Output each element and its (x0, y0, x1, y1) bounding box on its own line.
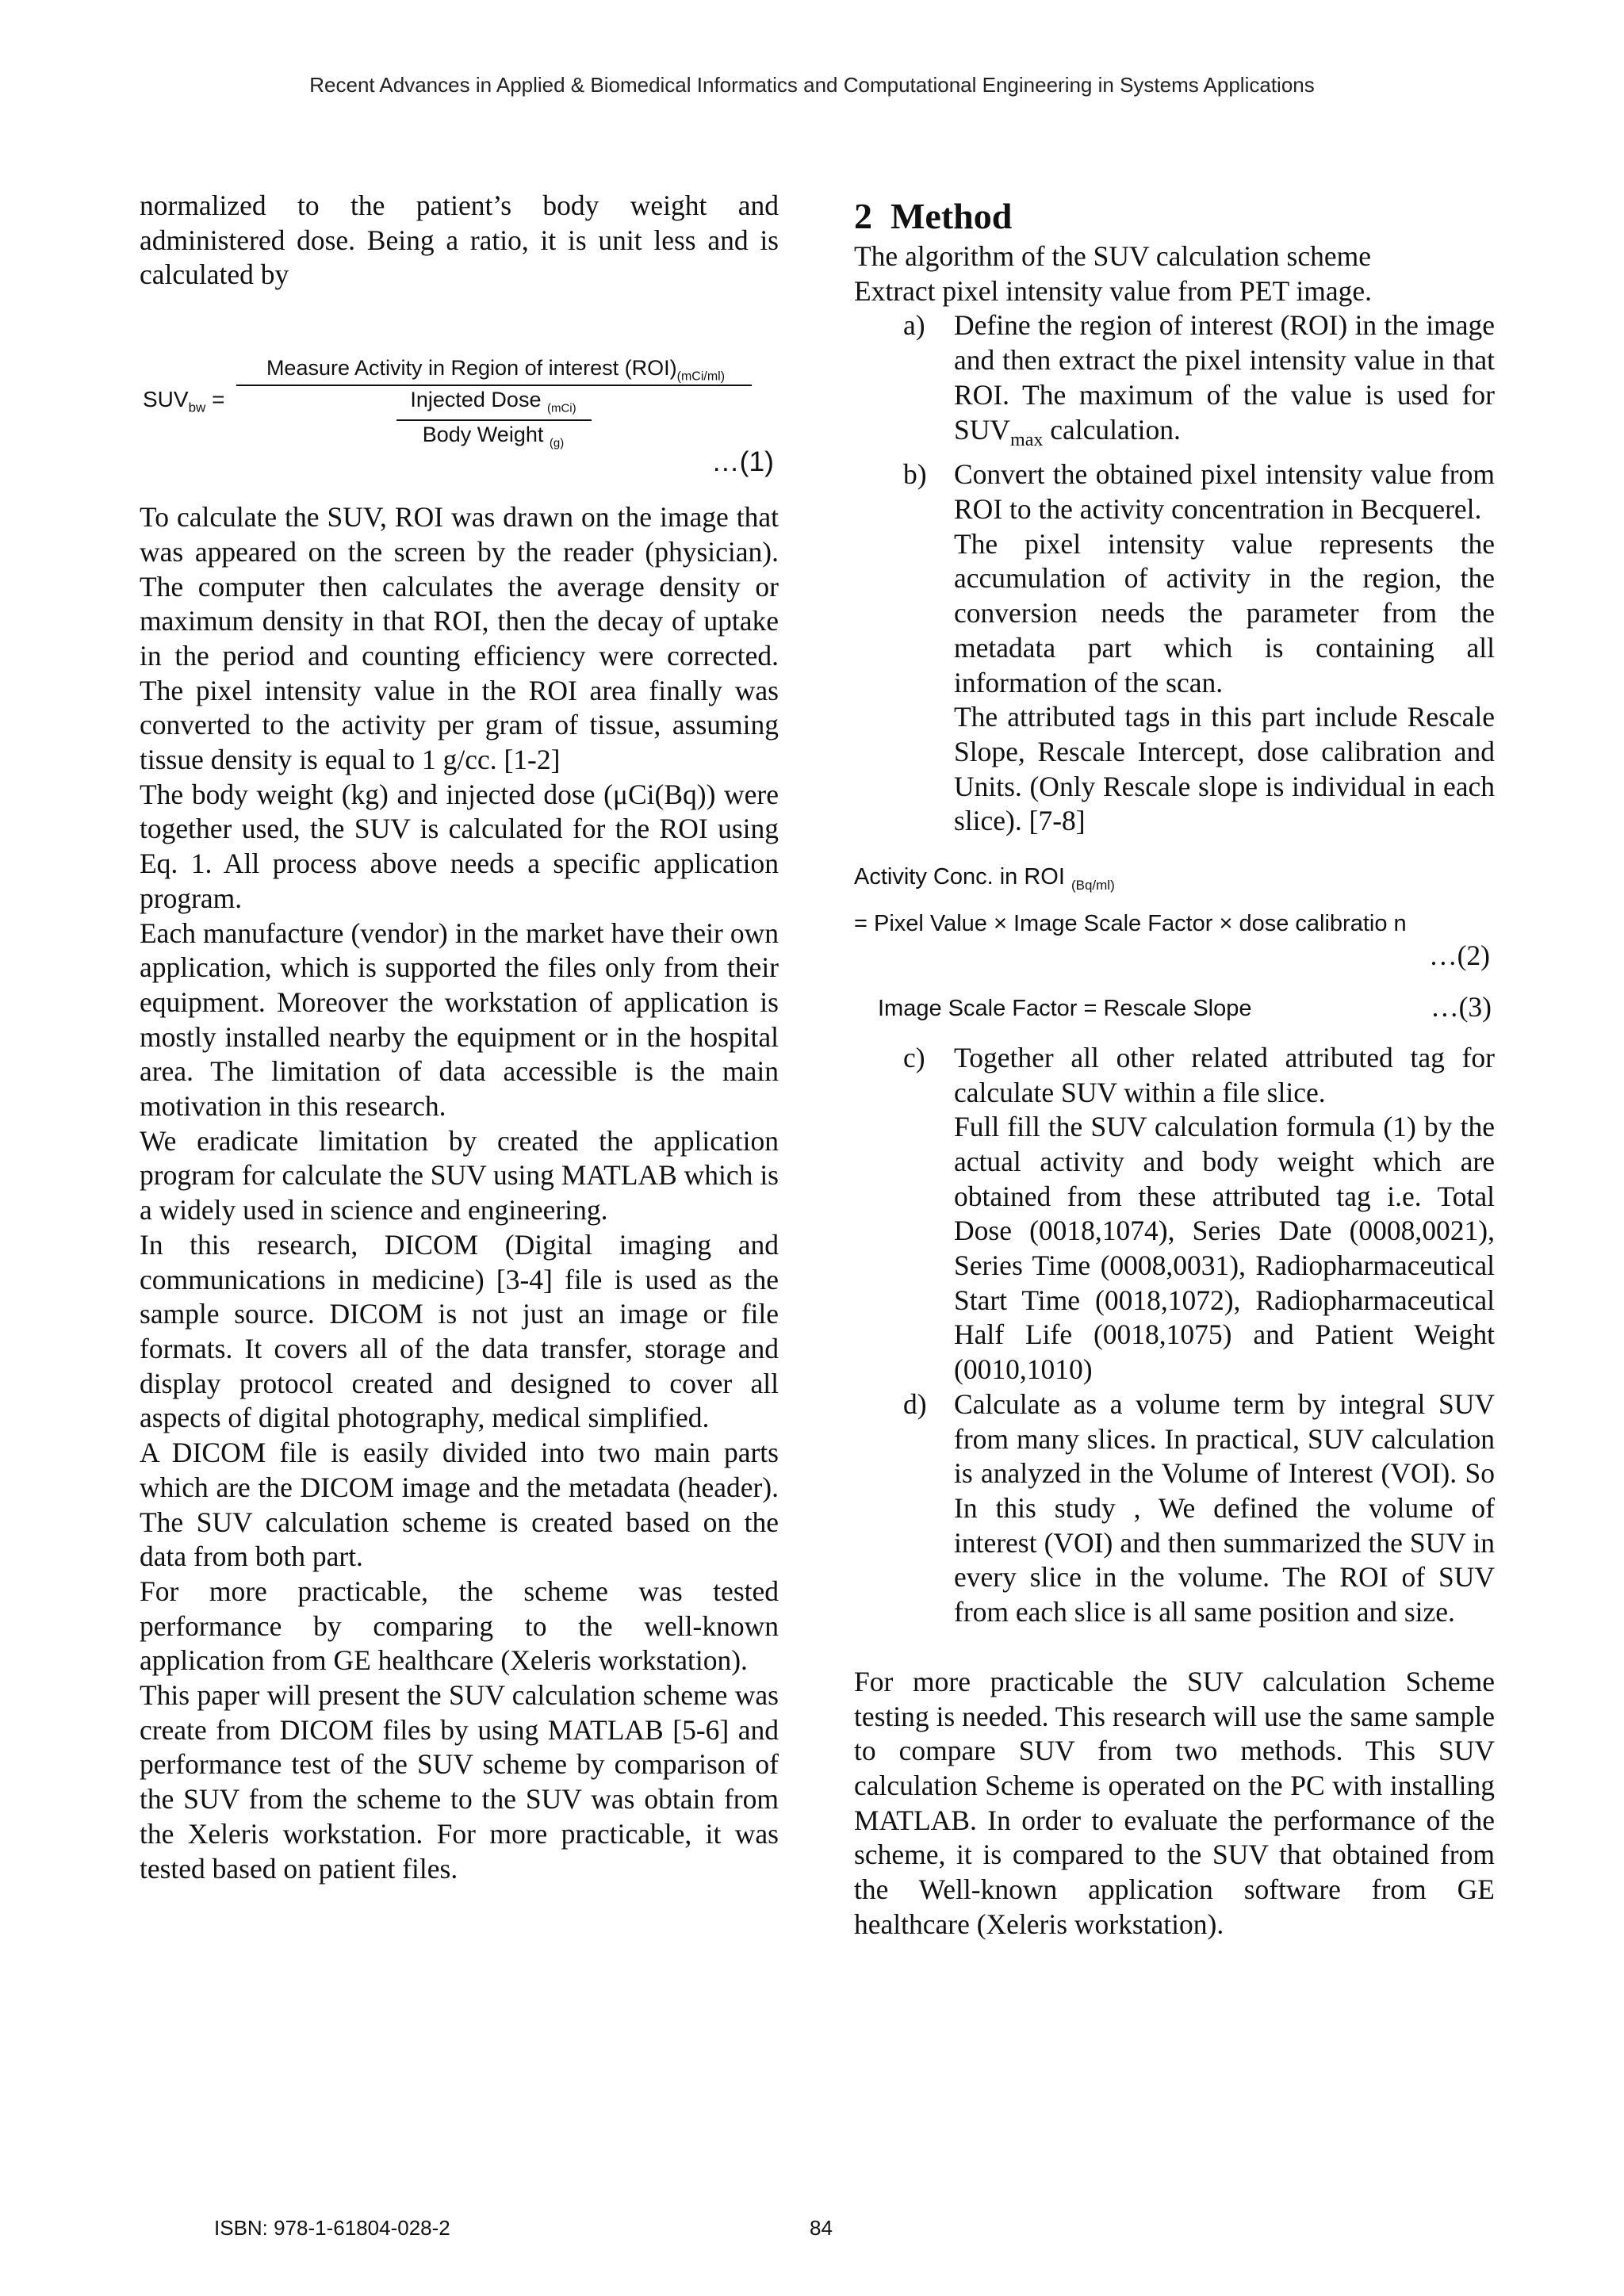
list-item-text: Define the region of interest (ROI) in the image and then extract the pixel intensity value in that ROI. The maximum of the value is used for $SUV_{max}$ calculation. (954, 309, 1495, 450)
right-column (854, 189, 1495, 1942)
list-marker: b) (903, 458, 927, 491)
list-marker: a) (903, 309, 925, 342)
equation-3 (854, 978, 1495, 1041)
eq1-denominator-bottom: Body Weight $_{(g)}$ (422, 423, 565, 450)
list-item-text: Convert the obtained pixel intensity value from ROI to the activity concentration in Becquerel. (954, 458, 1495, 526)
list-item-d (854, 1387, 1495, 1630)
paragraph-present: This paper will present the SUV calculation scheme was create from DICOM files by using MATLAB [5-6] and performance test of the SUV scheme by comparison of the SUV from the scheme to the SUV was obtain from the Xeleris workstation. For more practicable, it was tested based on patient files. (140, 1679, 779, 1885)
closing-paragraph: For more practicable the SUV calculation Scheme testing is needed. This research will use the same sample to compare SUV from two methods. This SUV calculation Scheme is operated on the PC with installing MATLAB. In order to evaluate the performance of the scheme, it is compared to the SUV that obtained from the Well-known application software from GE healthcare (Xeleris workstation). (854, 1665, 1495, 1940)
left-column (140, 189, 779, 1886)
eq2-line-1: Activity Conc. in ROI $_{(Bq/ml)}$ (854, 864, 1115, 893)
eq3-number: …(3) (1431, 990, 1492, 1023)
list-marker: c) (903, 1041, 925, 1073)
method-extract-line: Extract pixel intensity value from PET image. (854, 274, 1372, 307)
eq1-fraction-bar (236, 385, 752, 386)
section-heading: 2 Method (854, 196, 1013, 236)
eq3-text: Image Scale Factor = Rescale Slope (878, 995, 1252, 1021)
footer-isbn: ISBN: 978-1-61804-028-2 (214, 2216, 450, 2240)
paragraph-body-weight: The body weight (kg) and injected dose (μCi(Bq)) were together used, the SUV is calculated for the ROI using Eq. 1. All process above needs a specific application program. (140, 778, 779, 914)
paragraph-matlab: We eradicate limitation by created the application program for calculate the SUV using MATLAB which is a widely used in science and engineering. (140, 1124, 779, 1226)
equation-2 (854, 855, 1495, 971)
paragraph-roi: To calculate the SUV, ROI was drawn on the image that was appeared on the screen by the reader (physician). The computer then calculates the average density or maximum density in that ROI, then the decay of uptake in the period and counting efficiency were corrected. The pixel intensity value in the ROI area finally was converted to the activity per gram of tissue, assuming tissue density is equal to 1 g/cc. [1-2] (140, 501, 779, 776)
page-number: 84 (810, 2216, 833, 2240)
paragraph-practicable: For more practicable, the scheme was tested performance by comparing to the well-known application from GE healthcare (Xeleris workstation). (140, 1575, 779, 1677)
eq1-denominator-top: Injected Dose $_{(mCi)}$ (410, 388, 576, 415)
method-intro-line: The algorithm of the SUV calculation scheme (854, 240, 1371, 272)
eq2-line-2: = Pixel Value × Image Scale Factor × dose calibratio n (854, 910, 1407, 936)
paragraph-dicom-parts: A DICOM file is easily divided into two main parts which are the DICOM image and the metadata (header). The SUV calculation scheme is created based on the data from both part. (140, 1437, 779, 1573)
intro-paragraph: normalized to the patient’s body weight and administered dose. Being a ratio, it is unit less and is calculated by (140, 189, 779, 291)
paragraph-vendor: Each manufacture (vendor) in the market have their own application, which is supported the files only from their equipment. Moreover the workstation of application is mostly installed nearby the equipment or in the hospital area. The limitation of data accessible is the main motivation in this research. (140, 916, 779, 1123)
equation-1 (140, 356, 779, 500)
list-marker: d) (903, 1387, 927, 1420)
eq2-number: …(2) (1429, 939, 1490, 971)
running-header: Recent Advances in Applied & Biomedical Informatics and Computational Engineering in Systems Applications (309, 73, 1315, 97)
list-item-text: Together all other related attributed tag for calculate SUV within a file slice. (954, 1041, 1495, 1108)
eq1-number: …(1) (711, 446, 774, 478)
list-item-text: Full fill the SUV calculation formula (1) by the actual activity and body weight which are obtained from these attributed tag i.e. Total Dose (0018,1074), Series Date (0008,0021), Series Time (0008,0031), Radiopharmaceutical Start Time (0018,1072), Radiopharmaceutical Half Life (0018,1075) and Patient Weight (0010,1010) (954, 1111, 1495, 1386)
list-item-text: The pixel intensity value represents the accumulation of activity in the region, the conversion needs the parameter from the metadata part which is containing all information of the scan. (954, 527, 1495, 698)
list-item-text: Calculate as a volume term by integral SUV from many slices. In practical, SUV calculation is analyzed in the Volume of Interest (VOI). So In this study , We defined the volume of interest (VOI) and then summarized the SUV in every slice in the volume. The ROI of SUV from each slice is all same position and size. (954, 1387, 1495, 1628)
eq1-lhs: $SUV_{bw}$ = (143, 387, 225, 415)
list-item-b (854, 457, 1495, 839)
paragraph-dicom: In this research, DICOM (Digital imaging and communications in medicine) [3-4] file is used as the sample source. DICOM is not just an image or file formats. It covers all of the data transfer, storage and display protocol created and designed to cover all aspects of digital photography, medical simplified. (140, 1228, 779, 1434)
eq1-numerator: Measure Activity in Region of interest $(ROI)_{(mCi/ml)}$ (266, 356, 726, 384)
list-item-c (854, 1041, 1495, 1387)
eq1-inner-fraction-bar (396, 419, 592, 421)
list-item-a (854, 308, 1495, 457)
list-item-text: The attributed tags in this part include Rescale Slope, Rescale Intercept, dose calibration and Units. (Only Rescale slope is individual in each slice). [7-8] (954, 701, 1495, 837)
